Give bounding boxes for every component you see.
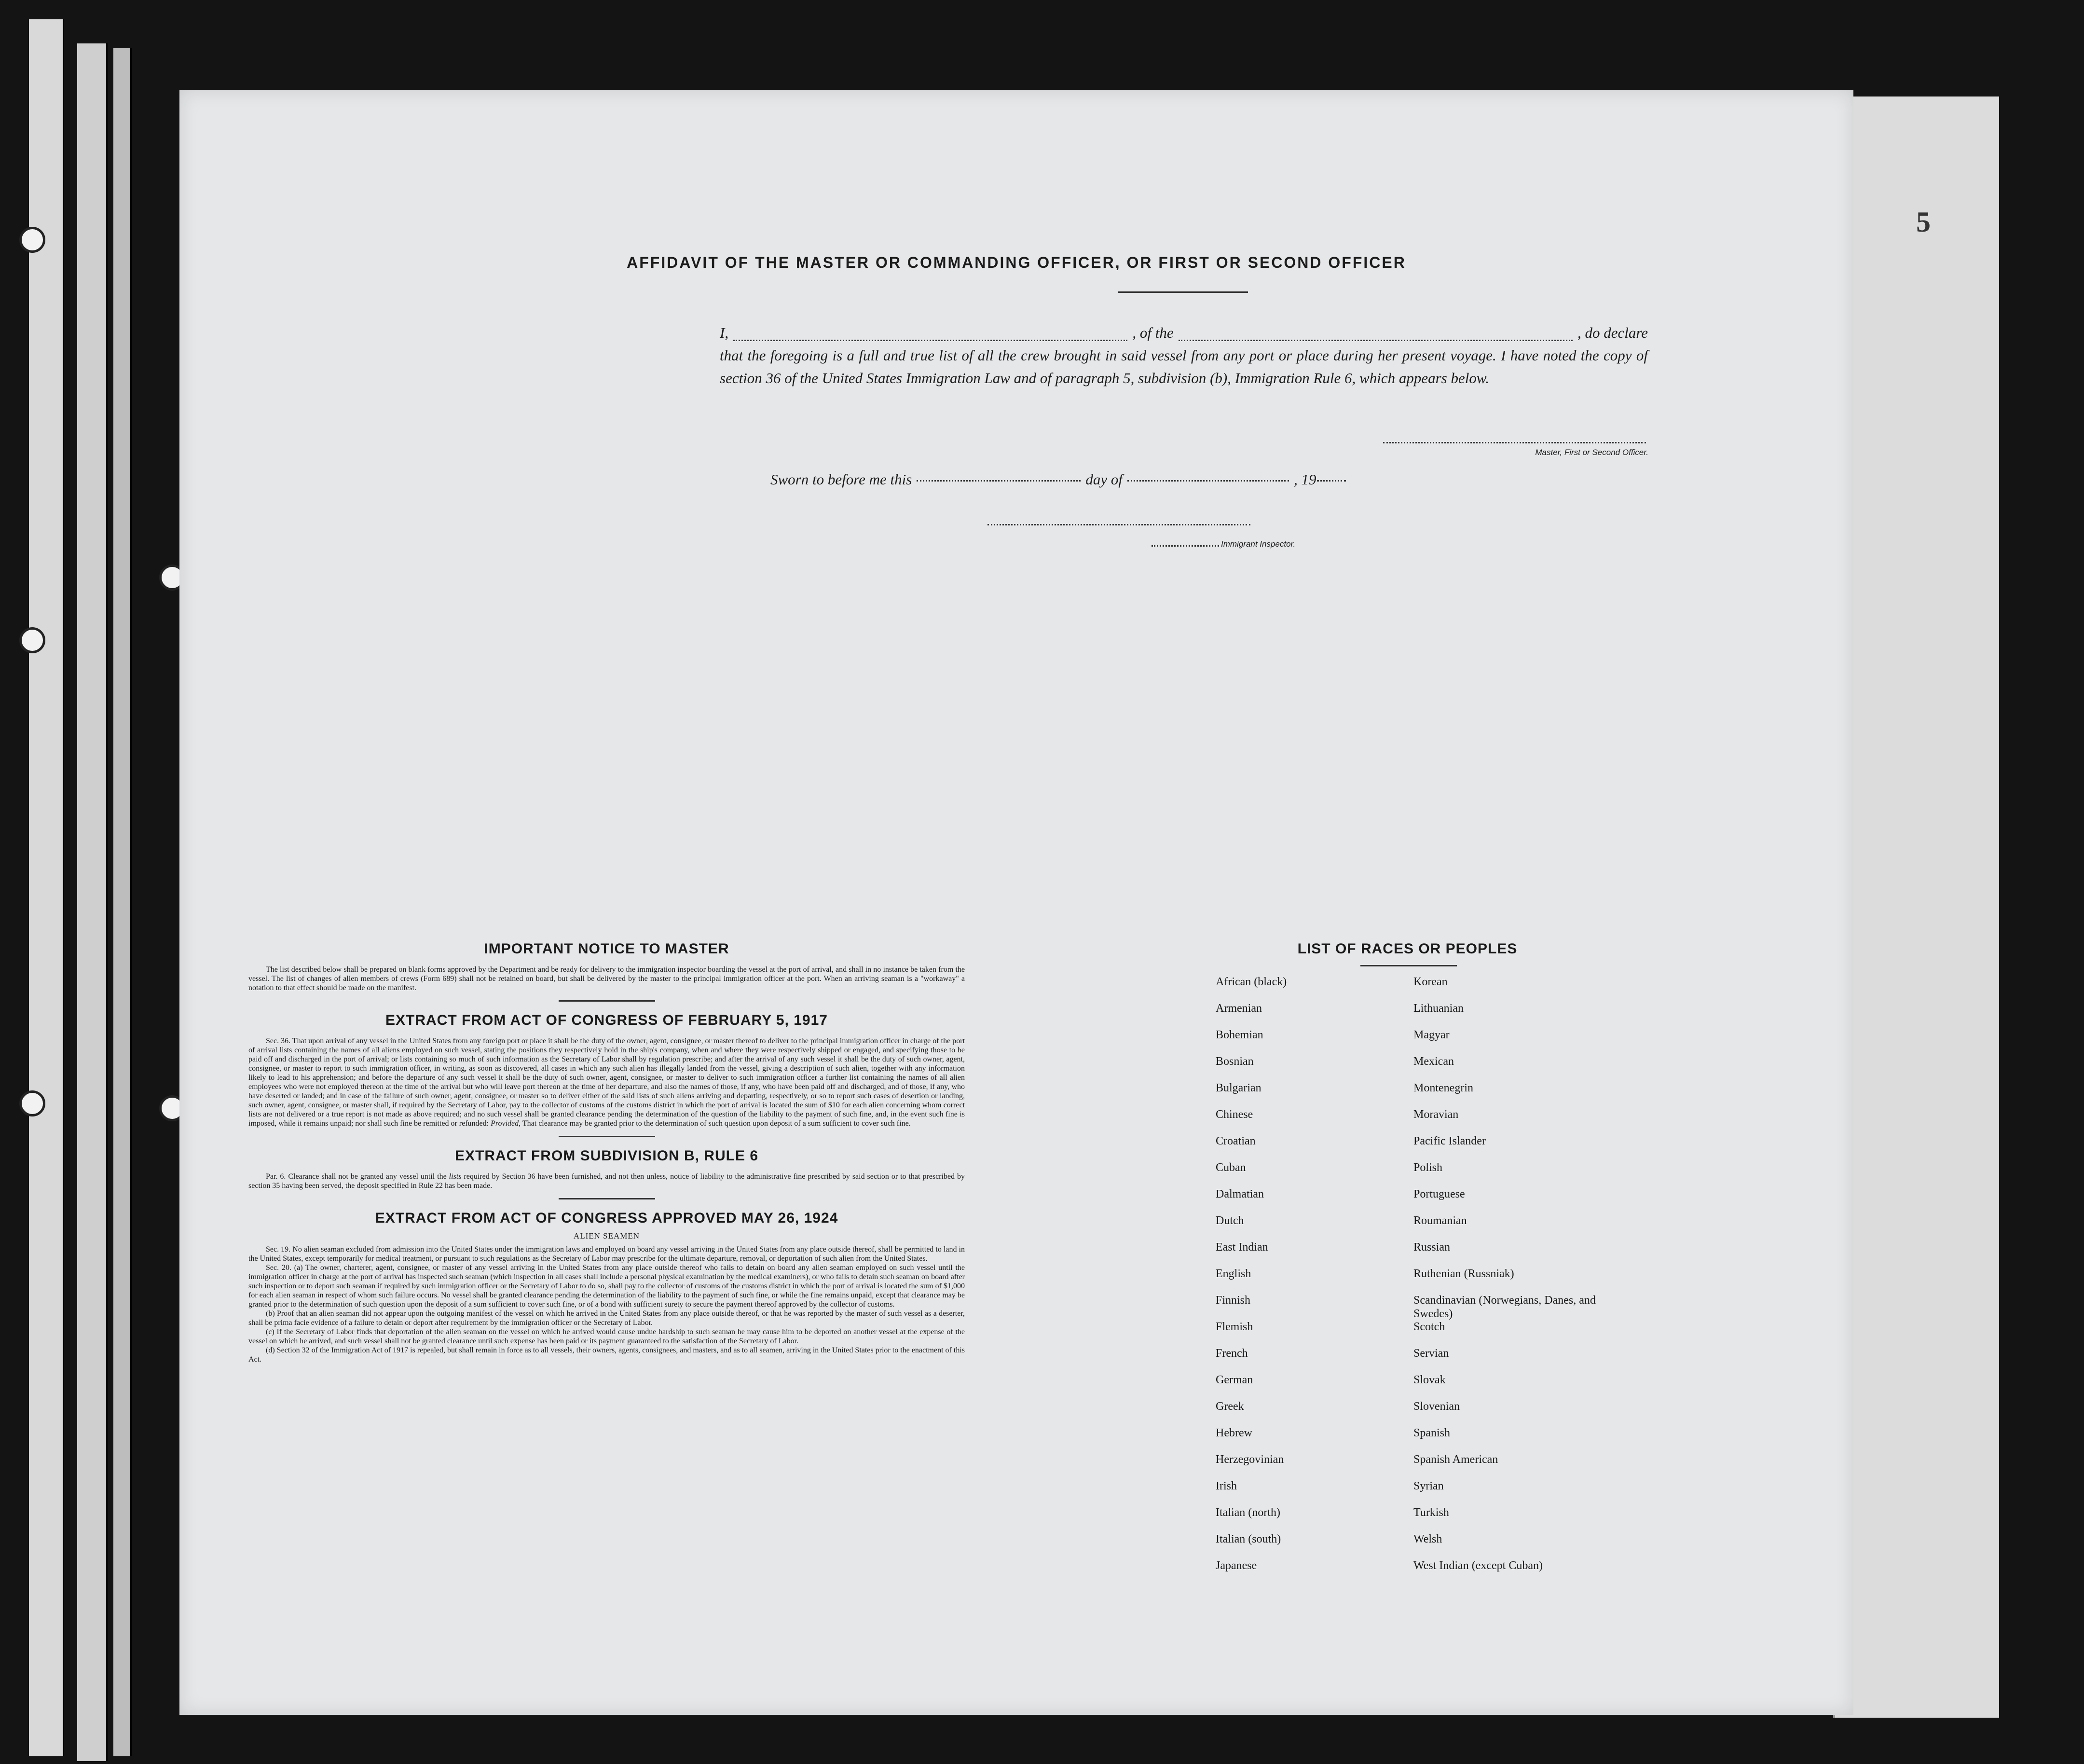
race-item: Finnish	[1216, 1294, 1251, 1307]
section-rule	[559, 1136, 655, 1137]
race-item: Polish	[1413, 1161, 1443, 1174]
act-1924-text: Sec. 19. No alien seaman excluded from admission into the United States under the immigration laws and employed on board any vessel arriving in the United States from any place outside thereof, shall be permitted to land in the United States, except temporarily for medical treatment, or pursuant to such regulations as the Secretary of Labor may prescribe for the ultimate departure, removal, or deportation of such alien from the United States. Sec. 20. (a) The owner, charterer, agent, consignee, or master of any vessel arriving in the United States from any place outside thereof who fails to detain on board any alien seaman employed on such vessel until the immigration officer in charge at the port of arrival has inspected such seaman (which inspection in all cases shall include a personal physical examination by the medical examiners), or who fails to detain such seaman on board after such inspection or to deport such seaman if required by such immigration officer or the Secretary of Labor to do so, shall pay to the collector of customs of the customs district in which the port of arrival is located the sum of $1,000 for each alien seaman in respect of whom such failure occurs. No vessel shall be granted clearance pending the determination of the liability to the payment of such fine, or while the fine remains unpaid, except that clearance may be granted prior to the determination of such question upon the deposit of a sum sufficient to cover such fine, or of a bond with sufficient surety to secure the payment thereof approved by the collector of customs. (b) Proof that an alien seaman did not appear upon the outgoing manifest of the vessel on which he arrived in the United States from any place outside thereof, or that he was reported by the master of such vessel as a deserter, shall be prima facie evidence of a failure to detain or deport after requirement by the immigration officer or the Secretary of Labor. (c) If the Secretary of Labor finds that deportation of the alien seaman on the vessel on which he arrived would cause undue hardship to such seaman he may cause him to be deported on another vessel at the expense of the vessel on which he arrived, and such vessel shall not be granted clearance until such expense has been paid or its payment guaranteed to the satisfaction of the Secretary of Labor. (d) Section 32 of the Immigration Act of 1917 is repealed, but shall remain in force as to all vessels, their owners, agents, consignees, and masters, and as to all seamen, arriving in the United States prior to the enactment of this Act.	[248, 1245, 965, 1364]
alien-seamen-subtitle: ALIEN SEAMEN	[573, 1231, 640, 1240]
notice-text: The list described below shall be prepared on blank forms approved by the Department and be ready for delivery to the immigration inspector boarding the vessel at the port of arrival, and shall in no instance be taken from the vessel. The list of changes of alien members of crews (Form 689) shall not be retained on board, but shall be delivered by the master to the principal immigration officer at the port. When an arriving seaman is a "workaway" a notation to that effect should be made on the manifest.	[248, 965, 965, 992]
binder-hole	[19, 627, 45, 653]
race-item: Portuguese	[1413, 1188, 1465, 1200]
inspector-caption: Immigrant Inspector.	[1221, 539, 1296, 549]
race-item: Spanish American	[1413, 1453, 1498, 1466]
race-item: Italian (south)	[1216, 1533, 1281, 1545]
sworn-label: Sworn to before me this	[770, 471, 912, 488]
race-item: African (black)	[1216, 976, 1287, 988]
binder-hole	[19, 1090, 45, 1116]
rule-6-text: Par. 6. Clearance shall not be granted any vessel until the lists required by Section 36 have been furnished, and not then unless, notice of liability to the administrative fine prescribed by said section or to that prescribed by section 35 having been served, the deposit specified in Rule 22 has been made.	[248, 1172, 965, 1190]
race-item: Armenian	[1216, 1002, 1262, 1015]
race-item: Ruthenian (Russniak)	[1413, 1268, 1514, 1280]
race-item: Scotch	[1413, 1321, 1445, 1333]
of-the-label: , of the	[1132, 324, 1174, 341]
race-item: French	[1216, 1347, 1248, 1360]
rule-6-title: EXTRACT FROM SUBDIVISION B, RULE 6	[454, 1148, 759, 1164]
race-item: Roumanian	[1413, 1214, 1467, 1227]
race-item: Korean	[1413, 976, 1448, 988]
declaration-text: that the foregoing is a full and true list of all the crew brought in said vessel from any port or place during her present voyage. I have noted the copy of section 36 of the United States Immigration Law and of paragraph 5, subdivision (b), Immigration Rule 6, which appears below.	[720, 347, 1648, 386]
races-title: LIST OF RACES OR PEOPLES	[1297, 941, 1518, 957]
race-item: Slovenian	[1413, 1400, 1460, 1413]
race-item: Italian (north)	[1216, 1506, 1280, 1519]
race-item: Herzegovinian	[1216, 1453, 1284, 1466]
race-item: Slovak	[1413, 1374, 1446, 1386]
race-item: Japanese	[1216, 1559, 1257, 1572]
affidavit-declaration	[720, 321, 1648, 389]
section-rule	[559, 1198, 655, 1199]
act-1917-title: EXTRACT FROM ACT OF CONGRESS OF FEBRUARY 5, 1917	[385, 1012, 828, 1028]
race-item: Bohemian	[1216, 1029, 1263, 1041]
i-label: I,	[720, 324, 729, 341]
race-item: Turkish	[1413, 1506, 1449, 1519]
race-item: German	[1216, 1374, 1253, 1386]
race-item: Croatian	[1216, 1135, 1256, 1147]
binder-hole	[19, 227, 45, 253]
race-item: Dalmatian	[1216, 1188, 1264, 1200]
race-item: Lithuanian	[1413, 1002, 1464, 1015]
race-item: West Indian (except Cuban)	[1413, 1559, 1543, 1572]
races-grid	[1216, 975, 1602, 1585]
act-1924-title: EXTRACT FROM ACT OF CONGRESS APPROVED MAY 26, 1924	[375, 1210, 838, 1226]
race-item: Montenegrin	[1413, 1082, 1473, 1094]
signature-caption: Master, First or Second Officer.	[1535, 448, 1648, 457]
race-item: Scandinavian (Norwegians, Danes, and Swedes)	[1413, 1294, 1596, 1320]
race-item: Hebrew	[1216, 1427, 1252, 1439]
race-item: East Indian	[1216, 1241, 1268, 1254]
race-item: Pacific Islander	[1413, 1135, 1486, 1147]
race-item: Chinese	[1216, 1108, 1253, 1121]
underlying-page	[1833, 96, 1999, 1718]
races-list	[1216, 941, 1602, 1585]
sworn-year-blank[interactable]	[1317, 480, 1346, 482]
notice-column	[248, 941, 965, 1364]
race-item: Greek	[1216, 1400, 1244, 1413]
race-item: Bulgarian	[1216, 1082, 1261, 1094]
race-item: Flemish	[1216, 1321, 1253, 1333]
sworn-month-blank[interactable]	[1127, 480, 1289, 482]
race-item: Cuban	[1216, 1161, 1246, 1174]
race-item: Bosnian	[1216, 1055, 1254, 1068]
race-item: Mexican	[1413, 1055, 1454, 1068]
race-item: Russian	[1413, 1241, 1451, 1254]
race-item: Welsh	[1413, 1533, 1442, 1545]
affidavit-title: AFFIDAVIT OF THE MASTER OR COMMANDING OFFICER, OR FIRST OR SECOND OFFICER	[627, 254, 1406, 271]
sworn-day-blank[interactable]	[917, 480, 1081, 482]
officer-signature-line[interactable]	[1383, 442, 1646, 443]
do-declare-label: , do declare	[1577, 324, 1648, 341]
inspector-dots	[1152, 545, 1219, 547]
inspector-caption-row	[1152, 539, 1295, 549]
sworn-line	[770, 471, 1351, 488]
notice-title: IMPORTANT NOTICE TO MASTER	[484, 941, 729, 957]
name-blank[interactable]	[733, 340, 1127, 341]
act-1917-text: Sec. 36. That upon arrival of any vessel in the United States from any foreign port or place it shall be the duty of the owner, agent, consignee, or master thereof to deliver to the principal immigration officer in charge of the port of arrival lists containing the names of all aliens employed on such vessel, stating the positions they respectively hold in the ship's company, when and where they were respectively shipped or engaged, and specifying those to be paid off and discharged in the port of arrival; or lists containing so much of such information as the Secretary of Labor shall by regulation prescribe; and after the arrival of any such vessel it shall be the duty of such owner, agent, consignee, or master to report to such immigration officer, in writing, as soon as discovered, all cases in which any such alien has illegally landed from the vessel, giving a description of such alien, together with any information likely to lead to his apprehension; and before the departure of any such vessel it shall be the duty of such owner, agent, consignee, or master to deliver to such immigration officer a further list containing the names of all alien employees who were not employed thereon at the time of the arrival but who will leave port thereon at the time of her departure, and also the names of those, if any, who have been paid off and discharged, and of those, if any, who have deserted or landed; and in case of the failure of such owner, agent, consignee, or master so to deliver either of the said lists of such aliens arriving and departing, respectively, or so to report such cases of desertion or landing, such owner, agent, consignee, or master shall, if required by the Secretary of Labor, pay to the collector of customs of the customs district in which the port of arrival is located the sum of $10 for each alien concerning whom correct lists are not delivered or a true report is not made as above required; and no such vessel shall be granted clearance pending the determination of the question of the liability to the payment of such fine, and, in the event such fine is imposed, while it remains unpaid; nor shall such fine be remitted or refunded: Provided, That clearance may be granted prior to the determination of such question upon deposit of a sum sufficient to cover such fine.	[248, 1037, 965, 1128]
race-item: Irish	[1216, 1480, 1237, 1492]
vessel-blank[interactable]	[1179, 340, 1573, 341]
year-label: , 19	[1293, 471, 1316, 488]
binder-strip	[29, 19, 64, 1756]
race-item: Dutch	[1216, 1214, 1244, 1227]
section-rule	[559, 1000, 655, 1002]
race-item: Spanish	[1413, 1427, 1451, 1439]
page-number: 5	[1916, 206, 1931, 238]
race-item: English	[1216, 1268, 1251, 1280]
section-rule	[1360, 965, 1457, 966]
day-of-label: day of	[1085, 471, 1123, 488]
binder-strip	[113, 48, 132, 1756]
race-item: Magyar	[1413, 1029, 1450, 1041]
inspector-signature-line[interactable]	[987, 524, 1250, 525]
race-item: Moravian	[1413, 1108, 1459, 1121]
race-item: Syrian	[1413, 1480, 1444, 1492]
title-rule	[1118, 291, 1248, 293]
race-item: Servian	[1413, 1347, 1449, 1360]
binder-strip	[77, 43, 108, 1761]
